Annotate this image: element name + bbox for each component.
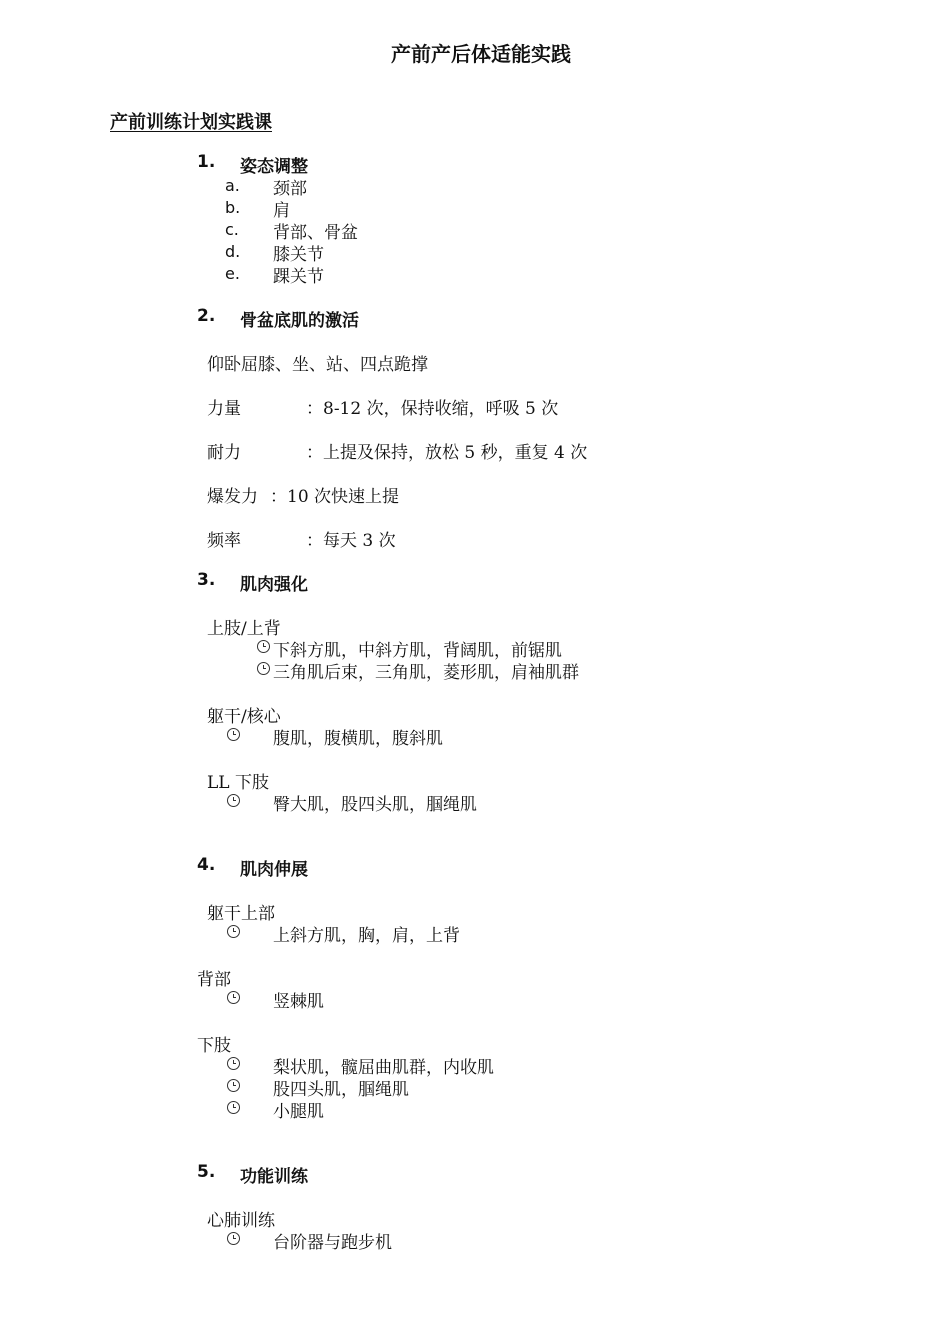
- page-title: 产前产后体适能实践: [391, 42, 571, 66]
- row-label: 耐力: [207, 443, 241, 463]
- list-item: 三角肌后束，三角肌，菱形肌，肩袖肌群: [273, 663, 579, 683]
- list-item: 下斜方肌，中斜方肌，背阔肌，前锯肌: [273, 641, 562, 661]
- clock-bullet-icon: [227, 728, 240, 741]
- list-marker: b.: [225, 198, 241, 217]
- group-label: 心肺训练: [207, 1211, 275, 1231]
- clock-bullet-icon: [227, 1079, 240, 1092]
- list-item: 颈部: [273, 179, 307, 199]
- list-marker: d.: [225, 242, 241, 261]
- row-value: ：上提及保持，放松 5 秒，重复 4 次: [306, 443, 588, 463]
- clock-bullet-icon: [257, 662, 270, 675]
- row-value: ：8-12 次，保持收缩，呼吸 5 次: [306, 399, 559, 419]
- section-heading: 骨盆底肌的激活: [240, 311, 359, 331]
- list-item: 背部、骨盆: [273, 223, 358, 243]
- group-label: LL 下肢: [207, 773, 269, 793]
- section-heading: 姿态调整: [240, 157, 308, 177]
- section-subtitle: 产前训练计划实践课: [110, 112, 272, 133]
- list-item: 梨状肌，髋屈曲肌群，内收肌: [273, 1058, 494, 1078]
- row-value: ：10 次快速上提: [270, 487, 400, 507]
- row-label: 频率: [207, 531, 241, 551]
- clock-bullet-icon: [227, 1057, 240, 1070]
- clock-bullet-icon: [227, 991, 240, 1004]
- group-label: 上肢/上背: [207, 619, 281, 639]
- section-number: 2.: [197, 306, 216, 326]
- list-marker: e.: [225, 264, 240, 283]
- row-value: ：每天 3 次: [306, 531, 396, 551]
- section-heading: 肌肉伸展: [240, 860, 308, 880]
- positions-text: 仰卧屈膝、坐、站、四点跪撑: [207, 355, 428, 375]
- section-number: 4.: [197, 855, 216, 875]
- section-number: 3.: [197, 570, 216, 590]
- group-label: 下肢: [197, 1036, 231, 1056]
- list-marker: a.: [225, 176, 240, 195]
- list-item: 踝关节: [273, 267, 324, 287]
- clock-bullet-icon: [227, 1101, 240, 1114]
- list-item: 臀大肌，股四头肌，腘绳肌: [273, 795, 477, 815]
- list-item: 膝关节: [273, 245, 324, 265]
- list-item: 台阶器与跑步机: [273, 1233, 392, 1253]
- clock-bullet-icon: [227, 925, 240, 938]
- list-item: 小腿肌: [273, 1102, 324, 1122]
- clock-bullet-icon: [227, 794, 240, 807]
- list-item: 腹肌，腹横肌，腹斜肌: [273, 729, 443, 749]
- clock-bullet-icon: [257, 640, 270, 653]
- list-item: 肩: [273, 201, 290, 221]
- row-label: 力量: [207, 399, 241, 419]
- section-heading: 肌肉强化: [240, 575, 308, 595]
- group-label: 躯干上部: [207, 904, 275, 924]
- clock-bullet-icon: [227, 1232, 240, 1245]
- list-marker: c.: [225, 220, 239, 239]
- section-number: 1.: [197, 152, 216, 172]
- list-item: 股四头肌，腘绳肌: [273, 1080, 409, 1100]
- list-item: 竖棘肌: [273, 992, 324, 1012]
- section-heading: 功能训练: [240, 1167, 308, 1187]
- list-item: 上斜方肌，胸，肩，上背: [273, 926, 460, 946]
- group-label: 躯干/核心: [207, 707, 281, 727]
- group-label: 背部: [197, 970, 231, 990]
- row-label: 爆发力: [207, 487, 258, 507]
- section-number: 5.: [197, 1162, 216, 1182]
